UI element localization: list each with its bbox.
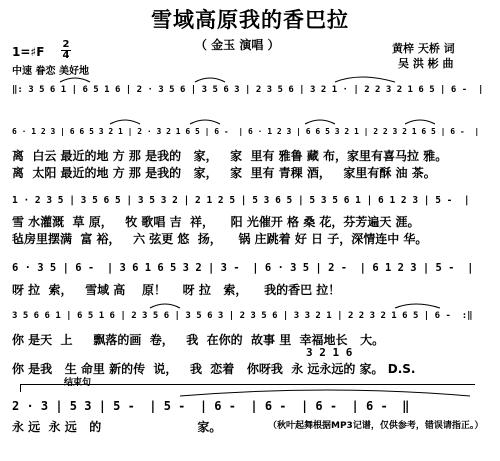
ending-label: 结束句 <box>64 378 92 388</box>
slur <box>60 78 90 82</box>
lyricist-credit: 黄梓 天桥 词 <box>392 42 455 55</box>
lyric-row-4: 呀 拉 索， 雪域 高 原！ 呀 拉 索， 我的香巴 拉！ <box>12 283 341 297</box>
lyric-row-3b: 毡房里摆满 富 裕， 六 弦更 悠 扬， 锅 庄跳着 好 日 子，深情连中 华。 <box>12 232 428 246</box>
song-title: 雪域高原我的香巴拉 <box>151 8 349 32</box>
notation-row-1: ‖: 3 5 6 1 | 6 5 1 6 | 2 · 3 5 6 | 3 5 6 3 | 2 3 5 6 | 3 2 1 · | 2 2 3 2 1 6 5 | 6 - | <box>12 85 484 95</box>
slur <box>395 304 440 308</box>
time-signature-top: 2 <box>62 39 70 50</box>
transcriber-note: （秋叶起舞根据MP3记谱，仅供参考，错误请指正。） <box>268 421 484 431</box>
lyric-row-6: 永 远 永 远 的 家。 <box>12 420 222 434</box>
singer-credit: （ 金玉 演唱 ） <box>195 38 280 52</box>
lyric-row-5a: 你 是天 上 飘落的画 卷， 我 在你的 故事 里 幸福地长 大。 <box>12 333 385 347</box>
slur <box>195 78 225 82</box>
alternate-notes: 3 2 1 6 <box>306 346 353 359</box>
lyric-row-3a: 雪 水灌溉 草 原， 牧 歌唱 吉 祥， 阳 光催开 格 桑 花，芬芳遍天 涯。 <box>12 215 420 229</box>
notation-row-6: 2 · 3 | 5 3 | 5 - | 5 - | 6 - | 6 - | 6 - | 6 - ‖ <box>12 399 410 413</box>
composer-credit: 吴 洪 彬 曲 <box>398 57 454 70</box>
notation-row-5: 3 5 6 6 1 | 6 5 1 6 | 2 3 5 6 | 3 5 6 3 | 2 3 5 6 | 3 3 2 1 | 2 2 3 2 1 6 5 | 6 - :‖ <box>12 311 473 321</box>
slur <box>180 390 470 396</box>
slur <box>190 120 220 124</box>
notation-row-4: 6 · 3 5 | 6 - | 3 6 1 6 5 3 2 | 3 - | 6 · 3 5 | 2 - | 6 1 2 3 | 5 - | <box>12 262 474 274</box>
notation-row-2: 6 · 1 2 3 | 6 6 5 3 2 1 | 2 · 3 2 1 6 5 | 6 - | 6 · 1 2 3 | 6 6 5 3 2 1 | 2 2 3 2 1 6 5 | 6 - | <box>12 127 480 136</box>
time-signature-bottom: 4 <box>62 50 70 61</box>
slur <box>110 120 140 124</box>
slur <box>305 120 335 124</box>
key-signature: 1=♯F <box>12 45 45 59</box>
lyric-row-2a: 离 白云 最近的地 方 那 是我的 家， 家 里有 雅鲁 藏 布，家里有喜马拉 雅。 <box>12 149 448 163</box>
tempo-marking: 中速 眷恋 美好地 <box>12 66 89 77</box>
slur <box>405 120 435 124</box>
notation-row-3: 1 · 2 3 5 | 3 5 6 5 | 3 5 3 2 | 2 1 2 5 | 5 3 6 5 | 5 3 5 6 1 | 6 1 2 3 | 5 - | <box>12 195 470 206</box>
slur <box>150 304 180 308</box>
lyric-row-5b: 你 是我 生 命里 新的传 说， 我 恋着 你呀我 永 远永远的 家。 D.S. <box>12 362 416 376</box>
slur <box>335 77 395 82</box>
lyric-row-2b: 离 太阳 最近的地 方 那 是我的 家， 家 里有 青稞 酒， 家里有酥 油 茶。 <box>12 166 436 180</box>
